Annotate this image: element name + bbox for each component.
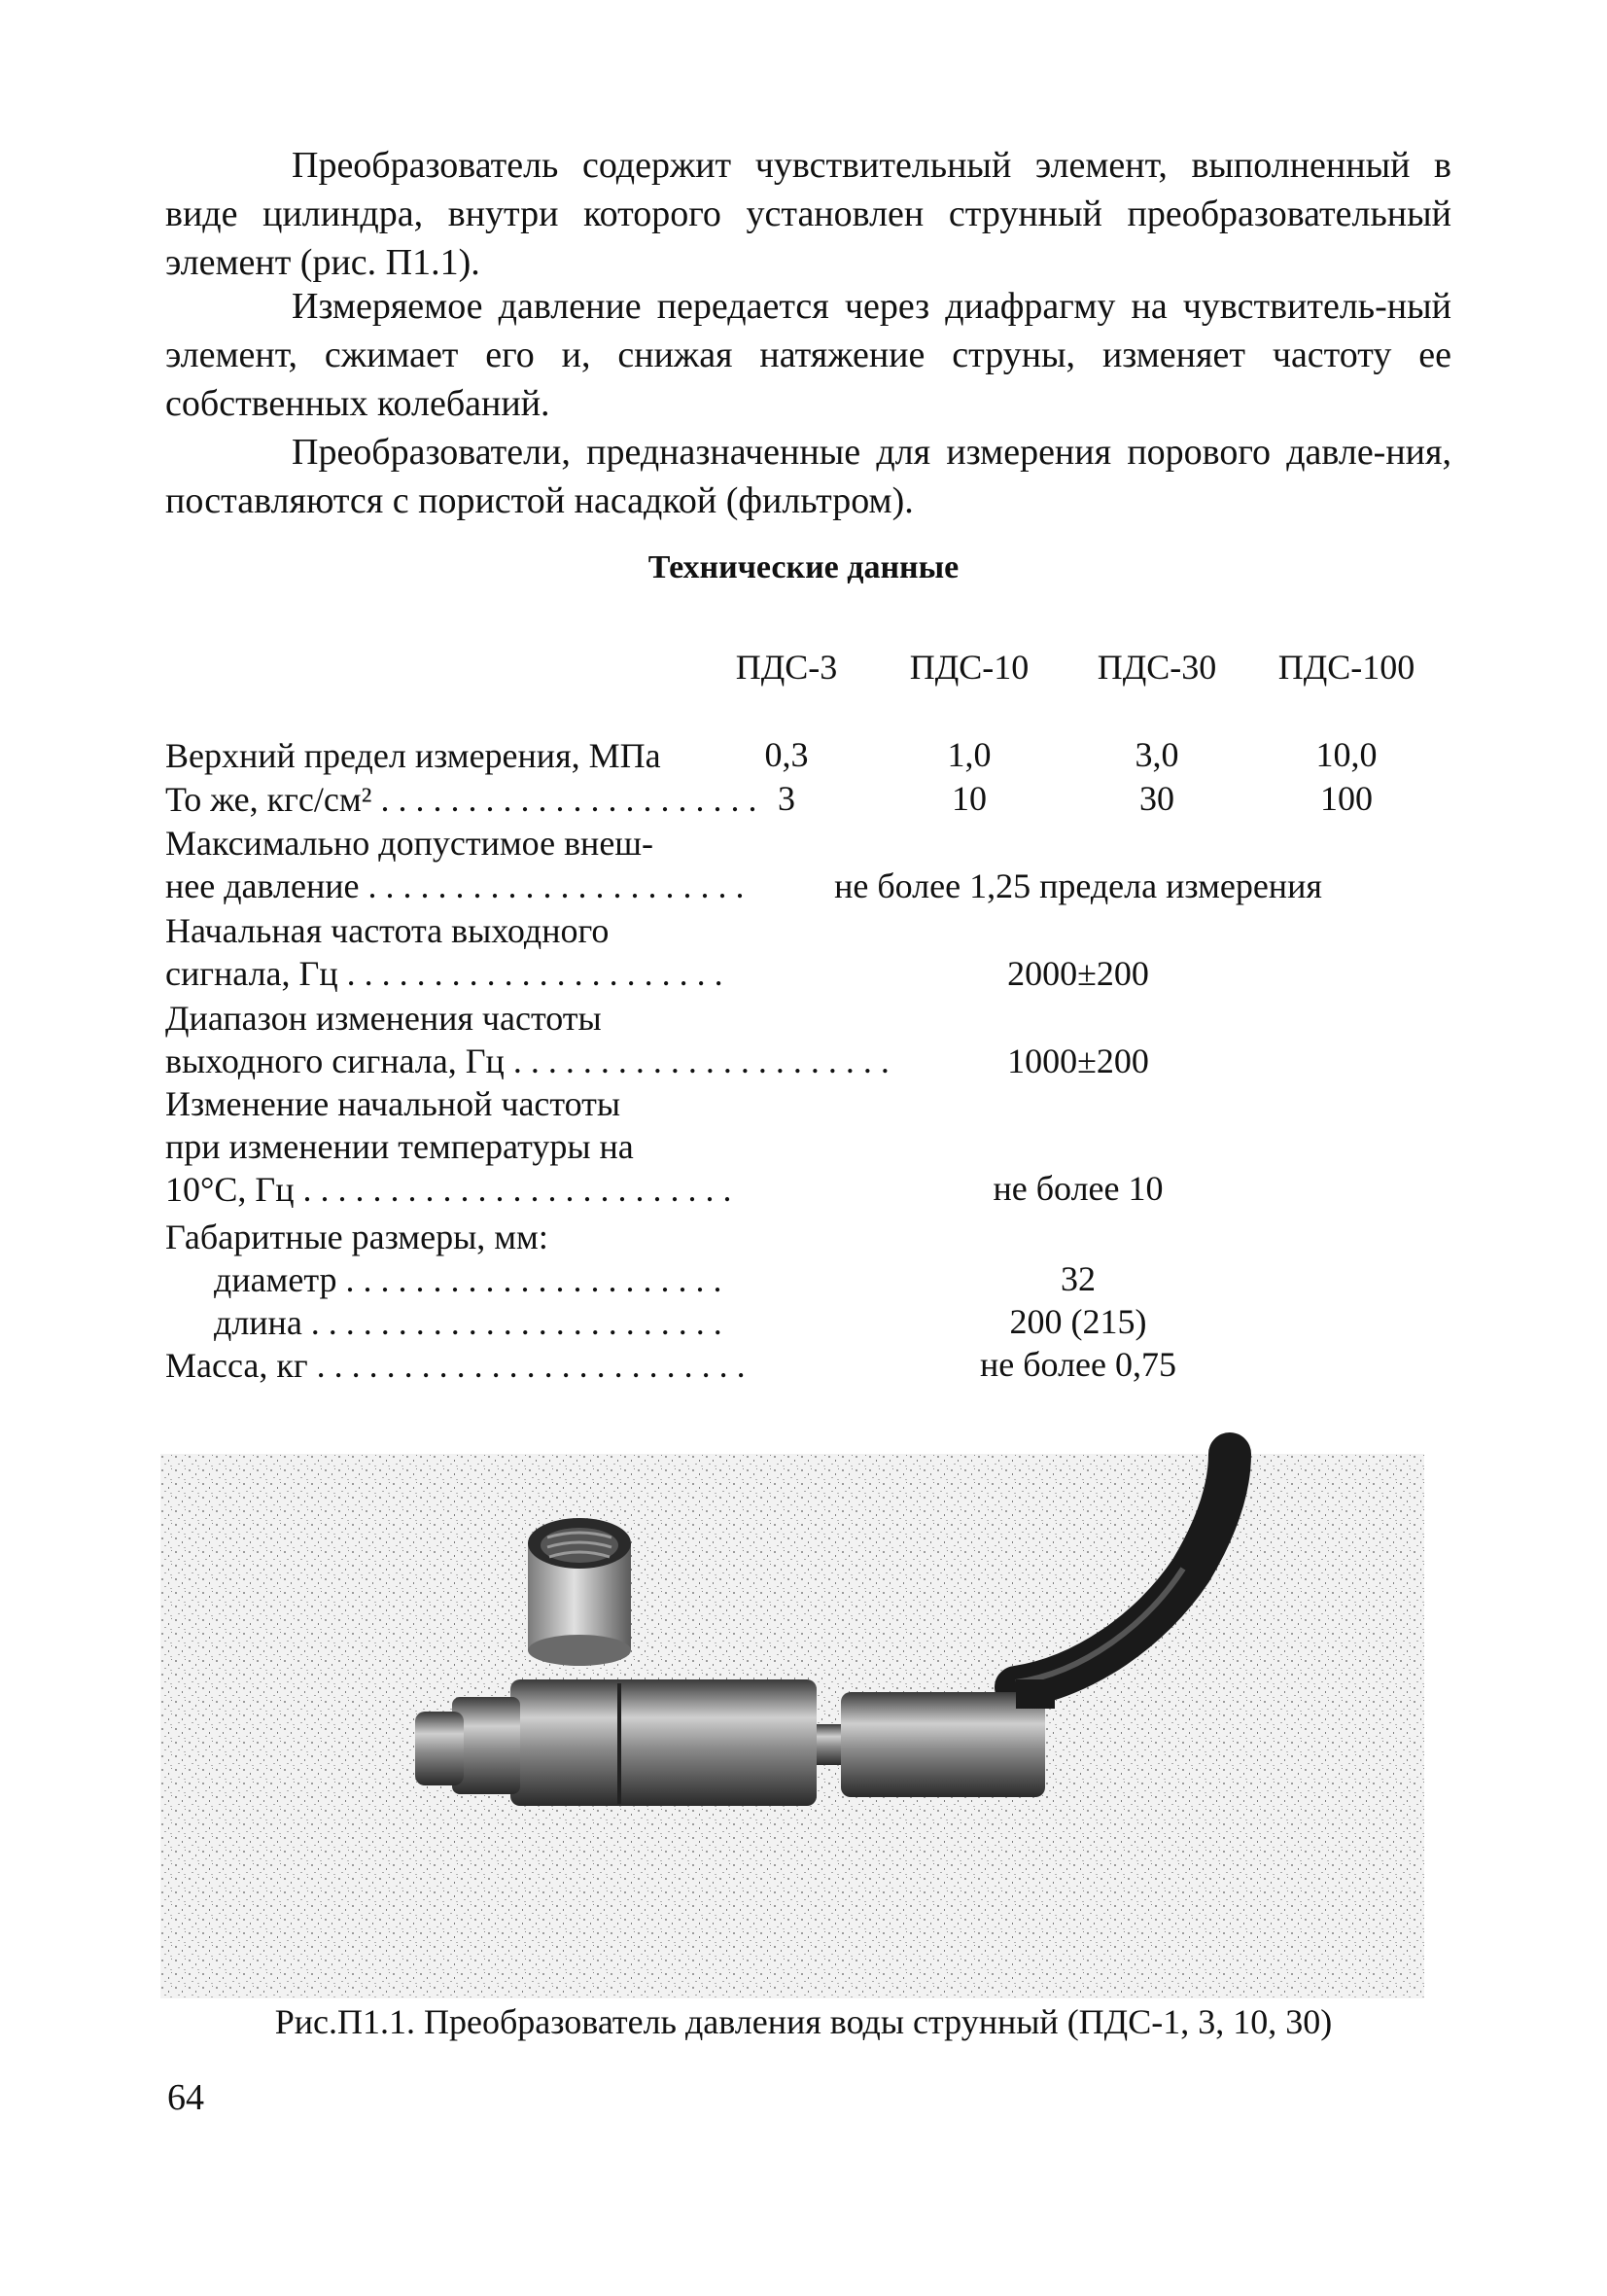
filter-cap (528, 1518, 631, 1666)
spec-value-frequency-change: не более 10 (993, 1169, 1164, 1208)
paragraph-3: Преобразователи, предназначенные для измерения порового давле-ния, поставляются с пористой насадкой (фильтром). (165, 432, 1451, 521)
spec-label-max-external-pressure: Максимально допустимое внеш- нее давление . . . . . . . . . . . . . . . . . . . . . . (165, 824, 745, 905)
transducer-photo (160, 1454, 1424, 1998)
spec-value-kgf-pds100: 100 (1320, 779, 1373, 818)
spec-value-mass: не более 0,75 (979, 1345, 1176, 1384)
paragraph-2: Измеряемое давление передается через диафрагму на чувствитель-ный элемент, сжимает его и, снижая натяжение струны, изменяет частоту ее собственных колебаний. (165, 286, 1451, 424)
spec-value-initial-frequency: 2000±200 (1007, 954, 1149, 993)
spec-label-upper-limit: Верхний предел измерения, МПа (165, 736, 661, 775)
spec-value-length: 200 (215) (1009, 1302, 1147, 1341)
column-header-pds10: ПДС-10 (909, 648, 1030, 687)
column-header-pds30: ПДС-30 (1097, 648, 1217, 687)
column-header-pds100: ПДС-100 (1277, 648, 1415, 687)
spec-value-kgf-pds3: 3 (778, 779, 795, 818)
spec-label-mass: Масса, кг . . . . . . . . . . . . . . . . . . . . . . . . . (165, 1346, 746, 1385)
page-number: 64 (167, 2077, 204, 2118)
spec-label-same-kgf: То же, кгс/см² . . . . . . . . . . . . . . . . . . . . . . (165, 780, 757, 819)
spec-value-kgf-pds10: 10 (952, 779, 987, 818)
spec-value-upper-limit-pds100: 10,0 (1315, 735, 1378, 774)
section-title: Технические данные (647, 549, 960, 585)
spec-value-frequency-range: 1000±200 (1007, 1042, 1149, 1080)
spec-value-upper-limit-pds3: 0,3 (764, 735, 809, 774)
spec-label-frequency-range: Диапазон изменения частоты выходного сигнала, Гц . . . . . . . . . . . . . . . . . . . . . . (165, 999, 890, 1080)
transducer-body (415, 1679, 1055, 1806)
spec-value-diameter: 32 (1061, 1259, 1096, 1298)
spec-label-initial-frequency: Начальная частота выходного сигнала, Гц . . . . . . . . . . . . . . . . . . . . . . (165, 911, 723, 993)
spec-value-kgf-pds30: 30 (1139, 779, 1174, 818)
paragraph-1: Преобразователь содержит чувствительный элемент, выполненный в виде цилиндра, внутри которого установлен струнный преобразовательный элемент (рис. П1.1). (165, 145, 1451, 283)
spec-value-max-external-pressure: не более 1,25 предела измерения (834, 866, 1322, 905)
column-header-pds3: ПДС-3 (735, 648, 838, 687)
spec-value-upper-limit-pds30: 3,0 (1135, 735, 1179, 774)
spec-value-upper-limit-pds10: 1,0 (947, 735, 992, 774)
spec-label-dimensions: Габаритные размеры, мм: диаметр . . . . . . . . . . . . . . . . . . . . . . длина . . . . . . . . . . . . . . . . . . . . . . . . (165, 1218, 722, 1342)
figure-caption: Рис.П1.1. Преобразователь давления воды струнный (ПДС-1, 3, 10, 30) (274, 2002, 1333, 2041)
spec-label-frequency-change: Изменение начальной частоты при изменении температуры на 10°С, Гц . . . . . . . . . . . . . . . . . . . . . . . . . (165, 1084, 732, 1209)
